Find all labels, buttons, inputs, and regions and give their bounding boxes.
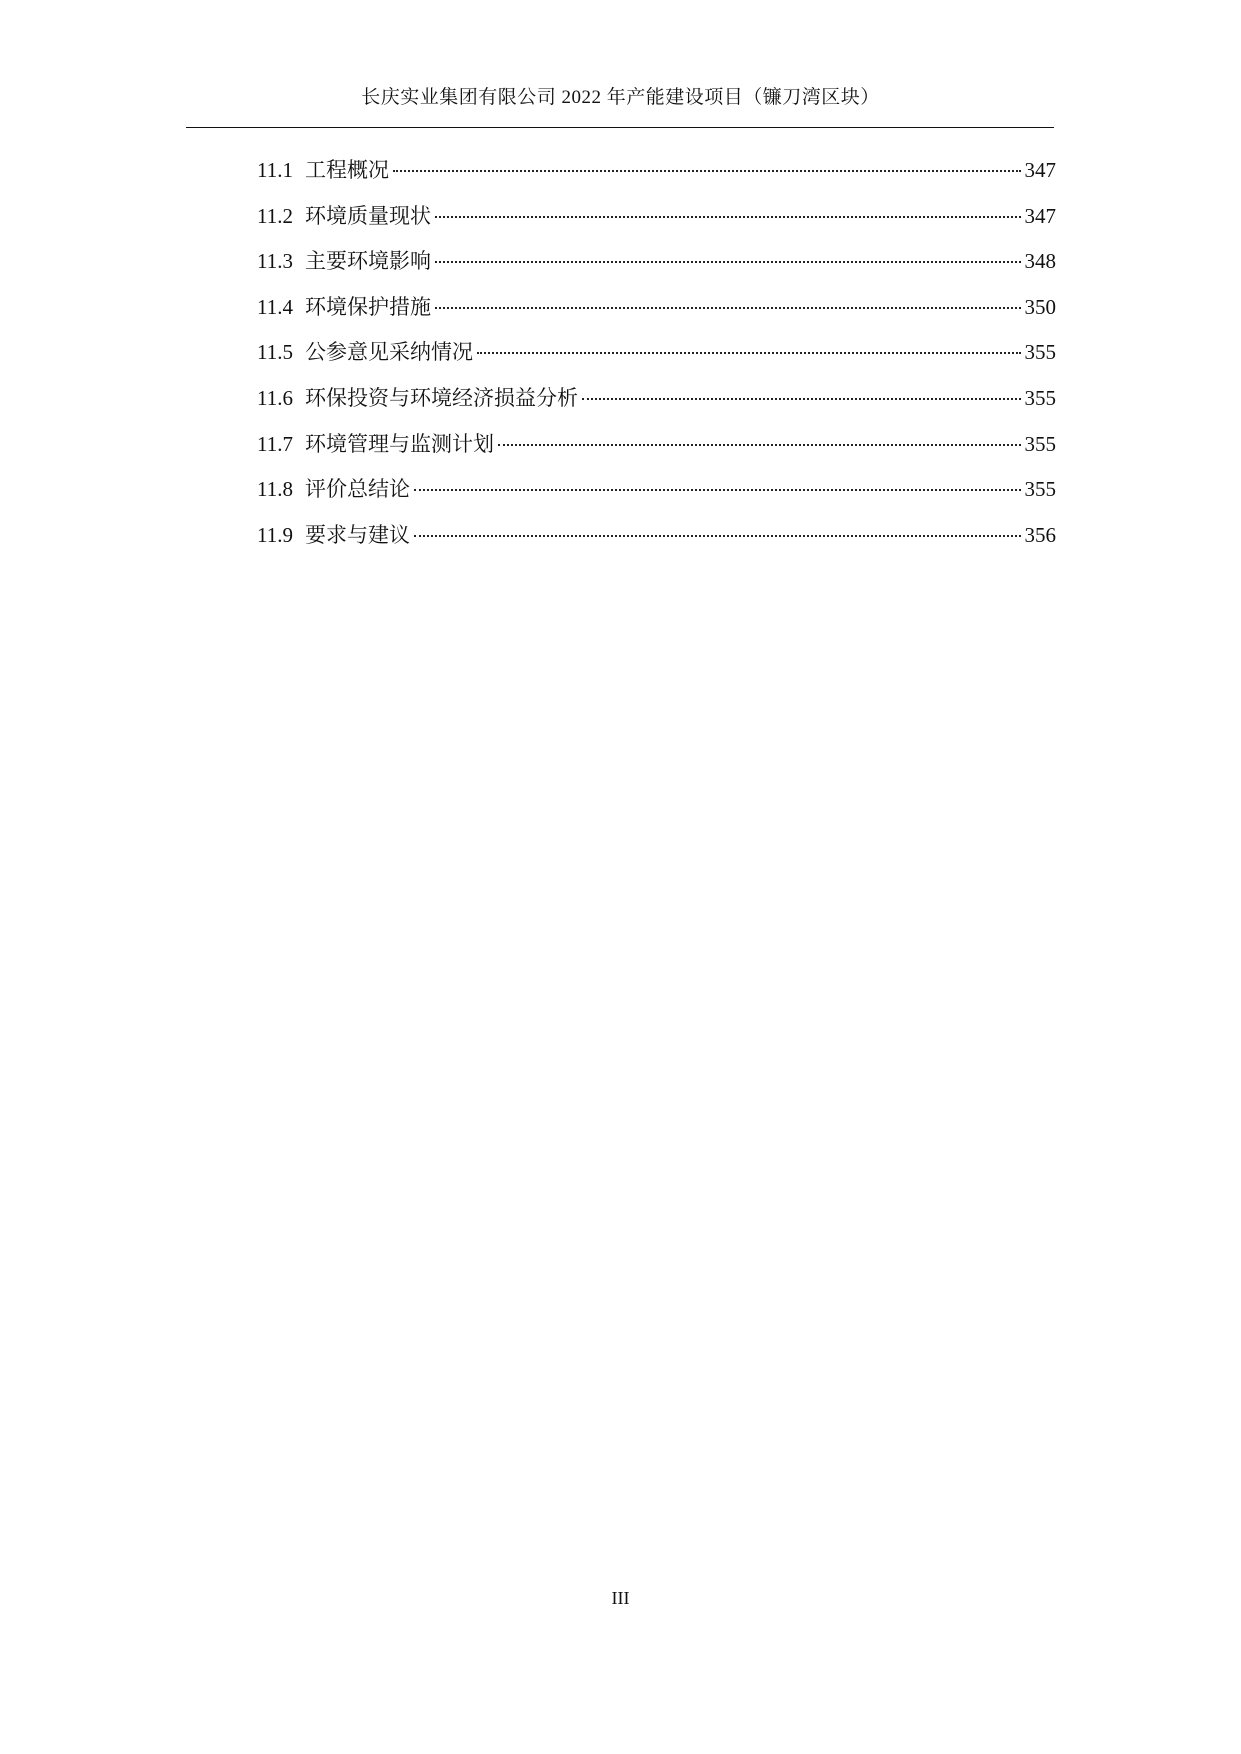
toc-entry-11-2[interactable]	[257, 201, 1056, 247]
toc-entry-page: 348	[1024, 249, 1056, 274]
toc-entry-page: 355	[1024, 431, 1056, 456]
toc-entry-11-1[interactable]	[257, 155, 1056, 201]
toc-entry-title: 环境质量现状	[304, 203, 431, 228]
toc-entry-11-6[interactable]	[257, 383, 1056, 429]
toc-dot-leader	[435, 261, 1021, 263]
toc-entry-title: 环境管理与监测计划	[304, 431, 494, 456]
toc-entry-number: 11.8	[257, 477, 293, 502]
toc-entry-11-9[interactable]	[257, 520, 1056, 566]
toc-entry-number: 11.3	[257, 249, 293, 274]
toc-entry-title: 环境保护措施	[304, 294, 431, 319]
toc-entry-number: 11.6	[257, 385, 293, 410]
toc-entry-title: 公参意见采纳情况	[304, 340, 473, 365]
toc-dot-leader	[435, 216, 1021, 218]
toc-dot-leader	[582, 398, 1021, 400]
toc-entry-number: 11.9	[257, 522, 293, 547]
toc-entry-number: 11.4	[257, 294, 293, 319]
header-rule	[186, 127, 1054, 128]
toc-entry-number: 11.1	[257, 158, 293, 182]
toc-entry-11-8[interactable]	[257, 474, 1056, 520]
toc-entry-page: 356	[1024, 522, 1056, 547]
toc-entry-page: 355	[1024, 340, 1056, 365]
toc-dot-leader	[435, 307, 1021, 309]
toc-entry-number: 11.5	[257, 340, 293, 365]
toc-dot-leader	[477, 352, 1021, 354]
toc-entry-title: 评价总结论	[304, 477, 410, 502]
toc-dot-leader	[414, 535, 1021, 537]
toc-entry-title: 工程概况	[304, 158, 389, 182]
running-header: 长庆实业集团有限公司 2022 年产能建设项目（镰刀湾区块）	[361, 87, 880, 108]
toc-entry-11-3[interactable]	[257, 246, 1056, 292]
toc-entry-title: 要求与建议	[304, 522, 410, 547]
toc-entry-title: 主要环境影响	[304, 249, 431, 274]
toc-entry-page: 347	[1024, 203, 1056, 228]
toc-entry-page: 355	[1024, 477, 1056, 502]
toc-dot-leader	[393, 170, 1021, 172]
toc-entry-page: 350	[1024, 294, 1056, 319]
table-of-contents	[257, 155, 1056, 565]
toc-entry-number: 11.2	[257, 203, 293, 228]
toc-entry-title: 环保投资与环境经济损益分析	[304, 385, 578, 410]
toc-dot-leader	[414, 489, 1021, 491]
toc-entry-11-7[interactable]	[257, 429, 1056, 475]
toc-entry-page: 347	[1024, 158, 1056, 182]
toc-dot-leader	[498, 444, 1021, 446]
toc-entry-11-5[interactable]	[257, 337, 1056, 383]
toc-entry-11-4[interactable]	[257, 292, 1056, 338]
page-number: III	[611, 1588, 630, 1608]
toc-entry-page: 355	[1024, 385, 1056, 410]
toc-entry-number: 11.7	[257, 431, 293, 456]
